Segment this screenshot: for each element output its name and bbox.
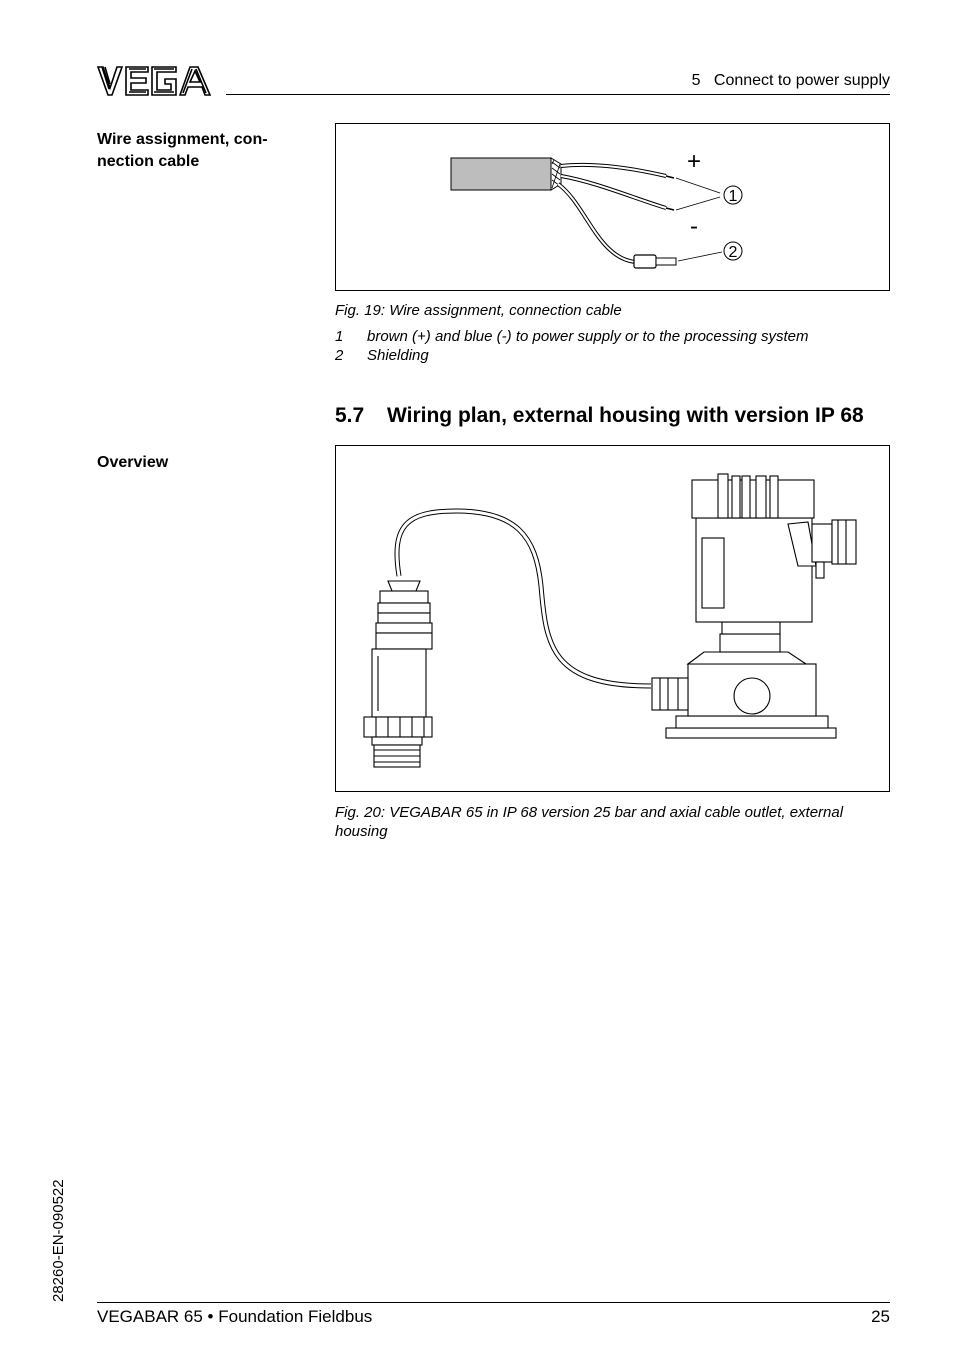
external-housing-drawing (336, 446, 889, 791)
callout-1-label: 1 (728, 188, 738, 205)
external-housing-figure (335, 445, 890, 792)
footer-rule (97, 1302, 890, 1303)
figure19-caption: Fig. 19: Wire assignment, connection cable (335, 302, 622, 319)
section-heading (335, 404, 864, 428)
figure20-caption: Fig. 20: VEGABAR 65 in IP 68 version 25 bar and axial cable outlet, external housing (335, 804, 844, 840)
wire-assignment-diagram (336, 124, 889, 290)
minus-sign: - (690, 213, 698, 240)
section-title: Wiring plan, external housing with version IP 68 (387, 404, 864, 427)
footer-product: VEGABAR 65 • Foundation Fieldbus (97, 1307, 373, 1326)
overview-heading: Overview (97, 454, 169, 471)
callout-2-label: 2 (728, 244, 738, 261)
wire-assignment-heading: Wire assignment, con- nection cable (97, 131, 268, 170)
vega-logo (96, 64, 214, 98)
figure19-legend-item-1 (335, 327, 808, 346)
figure19-legend-item-2 (335, 346, 429, 365)
section-number: 5.7 (335, 404, 365, 427)
page-number: 25 (871, 1307, 890, 1326)
plus-sign: + (686, 148, 702, 175)
chapter-header: 5 Connect to power supply (691, 72, 890, 89)
document-id: 28260-EN-090522 (50, 1179, 67, 1302)
legend-number: 2 (335, 347, 344, 364)
header-rule (226, 94, 890, 95)
legend-number: 1 (335, 328, 344, 345)
legend-text: brown (+) and blue (-) to power supply or to the processing system (367, 328, 809, 345)
wire-assignment-figure (335, 123, 890, 291)
legend-text: Shielding (367, 347, 429, 364)
